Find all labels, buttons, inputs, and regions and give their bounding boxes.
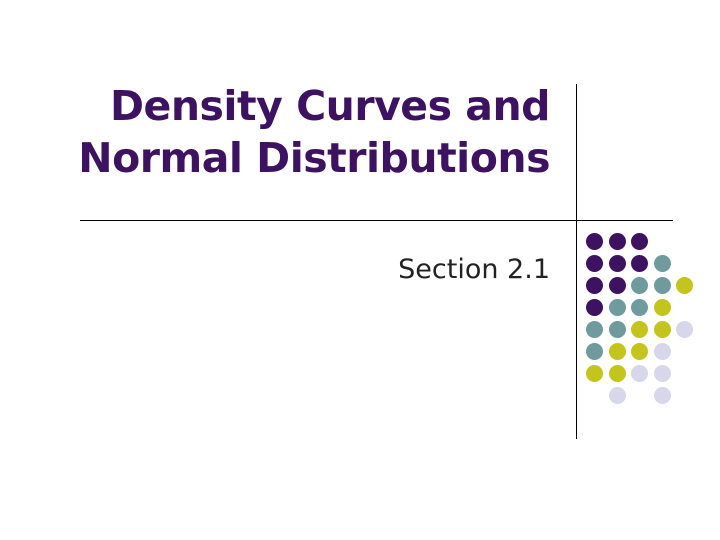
decorative-dot <box>654 321 671 338</box>
decorative-dot <box>654 343 671 360</box>
decorative-dot <box>586 365 603 382</box>
decorative-dot <box>586 255 603 272</box>
decorative-dot <box>676 277 693 294</box>
decorative-dot <box>609 343 626 360</box>
decorative-dot <box>609 277 626 294</box>
slide-title-line-1: Density Curves and <box>110 82 550 130</box>
decorative-dot <box>631 233 648 250</box>
decorative-dot <box>609 299 626 316</box>
decorative-dot-grid <box>586 233 706 413</box>
decorative-dot <box>586 233 603 250</box>
decorative-dot <box>654 365 671 382</box>
decorative-dot <box>631 277 648 294</box>
decorative-dot <box>631 343 648 360</box>
decorative-dot <box>586 343 603 360</box>
decorative-dot <box>654 277 671 294</box>
slide-title <box>30 80 550 184</box>
decorative-dot <box>654 299 671 316</box>
decorative-dot <box>631 299 648 316</box>
decorative-dot <box>586 277 603 294</box>
vertical-divider <box>576 84 577 439</box>
decorative-dot <box>609 321 626 338</box>
decorative-dot <box>609 233 626 250</box>
slide-title-line-2: Normal Distributions <box>78 134 550 182</box>
decorative-dot <box>609 365 626 382</box>
decorative-dot <box>631 321 648 338</box>
decorative-dot <box>586 299 603 316</box>
horizontal-divider <box>80 220 673 221</box>
decorative-dot <box>609 255 626 272</box>
decorative-dot <box>654 255 671 272</box>
decorative-dot <box>654 387 671 404</box>
decorative-dot <box>609 387 626 404</box>
decorative-dot <box>676 321 693 338</box>
slide-subtitle: Section 2.1 <box>398 254 550 285</box>
decorative-dot <box>631 365 648 382</box>
decorative-dot <box>631 255 648 272</box>
decorative-dot <box>586 321 603 338</box>
